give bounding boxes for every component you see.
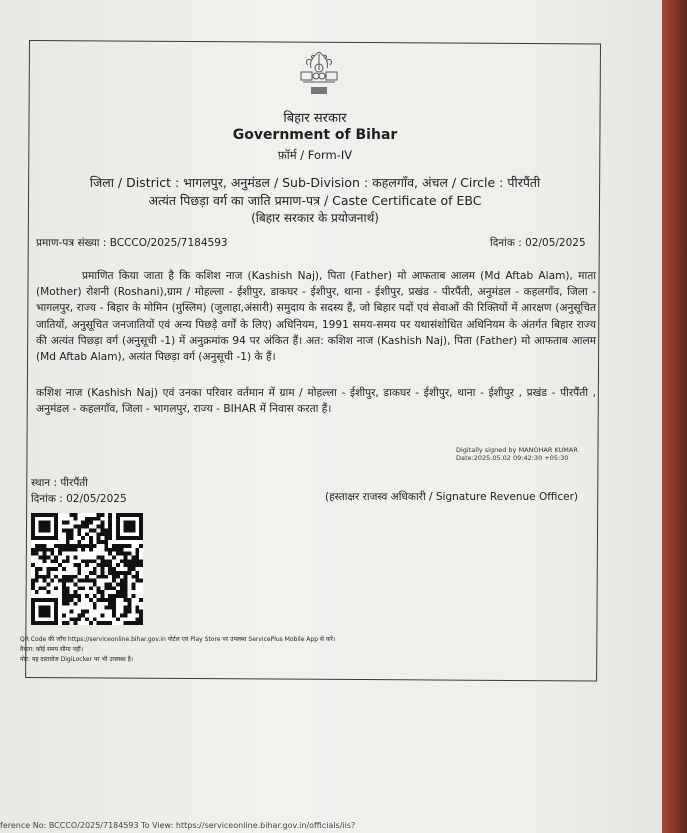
signature-officer-label: (हस्ताक्षर राजस्व अधिकारी / Signature Revenue Officer) [325,491,579,503]
issue-date: दिनांक : 02/05/2025 [490,237,586,249]
digital-signature-signer: Digitally signed by MANOHAR KUMAR [456,446,578,454]
place-label: स्थान : पीरपैंती [31,477,88,489]
validity-note: वैधता: कोई समय सीमा नहीं। [20,646,83,653]
qr-code-icon [31,513,143,625]
certificate-paragraph-2: कशिश नाज (Kashish Naj) एवं उनका परिवार वर्तमान में ग्राम / मोहल्ला - ईशीपुर, डाकघर - ईशीपुर, थाना - ईशीपुर , प्रखंड - पीरपैंती , अनुमंडल - कहलगाँव, जिला - भागलपुर, राज्य - BIHAR में निवास करता हैं। [36,387,596,416]
page-footer-reference: ference No: BCCCO/2025/7184593 To View: https://serviceonline.bihar.gov.in/officials/iis? [0,821,356,830]
digilocker-note: नोट: यह दस्तावेज DigiLocker पर भी उपलब्ध है। [20,656,134,663]
form-label: फ़ॉर्म / Form-IV [277,148,353,162]
footer-date: दिनांक : 02/05/2025 [31,493,127,505]
bihar-emblem-icon [295,48,343,98]
district-line: जिला / District : भागलपुर, अनुमंडल / Sub-Division : कहलगाँव, अंचल / Circle : पीरपैंती [89,175,541,190]
digital-signature-date: Date:2025.05.02 09:42:30 +05:30 [456,454,569,462]
gov-name-hindi: बिहार सरकार [283,111,347,126]
certificate-title: अत्यंत पिछड़ा वर्ग का जाति प्रमाण-पत्र / Caste Certificate of EBC [148,193,482,208]
certificate-paragraph-1: प्रमाणित किया जाता है कि कशिश नाज (Kashish Naj), पिता (Father) मो आफताब आलम (Md Aftab Alam), माता (Mother) रोशनी (Roshani),ग्राम / मोहल्ला - ईशीपुर, डाकघर - ईशीपुर, थाना - ईशीपुर, प्रखंड - पीरपैंती, अनुमंडल - कहलगाँव, जिला - भागलपुर, राज्य - बिहार के मोमिन (मुस्लिम) (जुलाहा,अंसारी) समुदाय के सदस्य हैं, जो बिहार पदों एवं सेवाओं की रिक्तियों में आरक्षण (अनुसूचित जातियों, अनुसूचित जनजातियों एवं अन्य पिछड़े वर्गों के लिए) अधिनियम, 1991 समय-समय पर यथासंशोधित अधिनियम के अंतर्गत बिहार राज्य की अत्यंत पिछड़ा वर्ग (अनुसूची -1) में अनुक्रमांक 94 पर अंकित हैं। अत: कशिश नाज (Kashish Naj), पिता (Father) मो आफताब आलम (Md Aftab Alam), अत्यंत पिछड़ा वर्ग (अनुसूची -1) के हैं। [36,270,596,364]
gov-name-english: Government of Bihar [232,127,398,143]
background-edge [662,0,687,833]
purpose-line: (बिहार सरकार के प्रयोजनार्थ) [251,211,379,225]
qr-verification-note: QR Code की जाँच https://serviceonline.bihar.gov.in पोर्टल एवं Play Store पर उपलब्ध ServicePlus Mobile App से करें। [20,636,336,643]
digital-signature [456,446,578,462]
certificate-number: प्रमाण-पत्र संख्या : BCCCO/2025/7184593 [36,237,228,249]
